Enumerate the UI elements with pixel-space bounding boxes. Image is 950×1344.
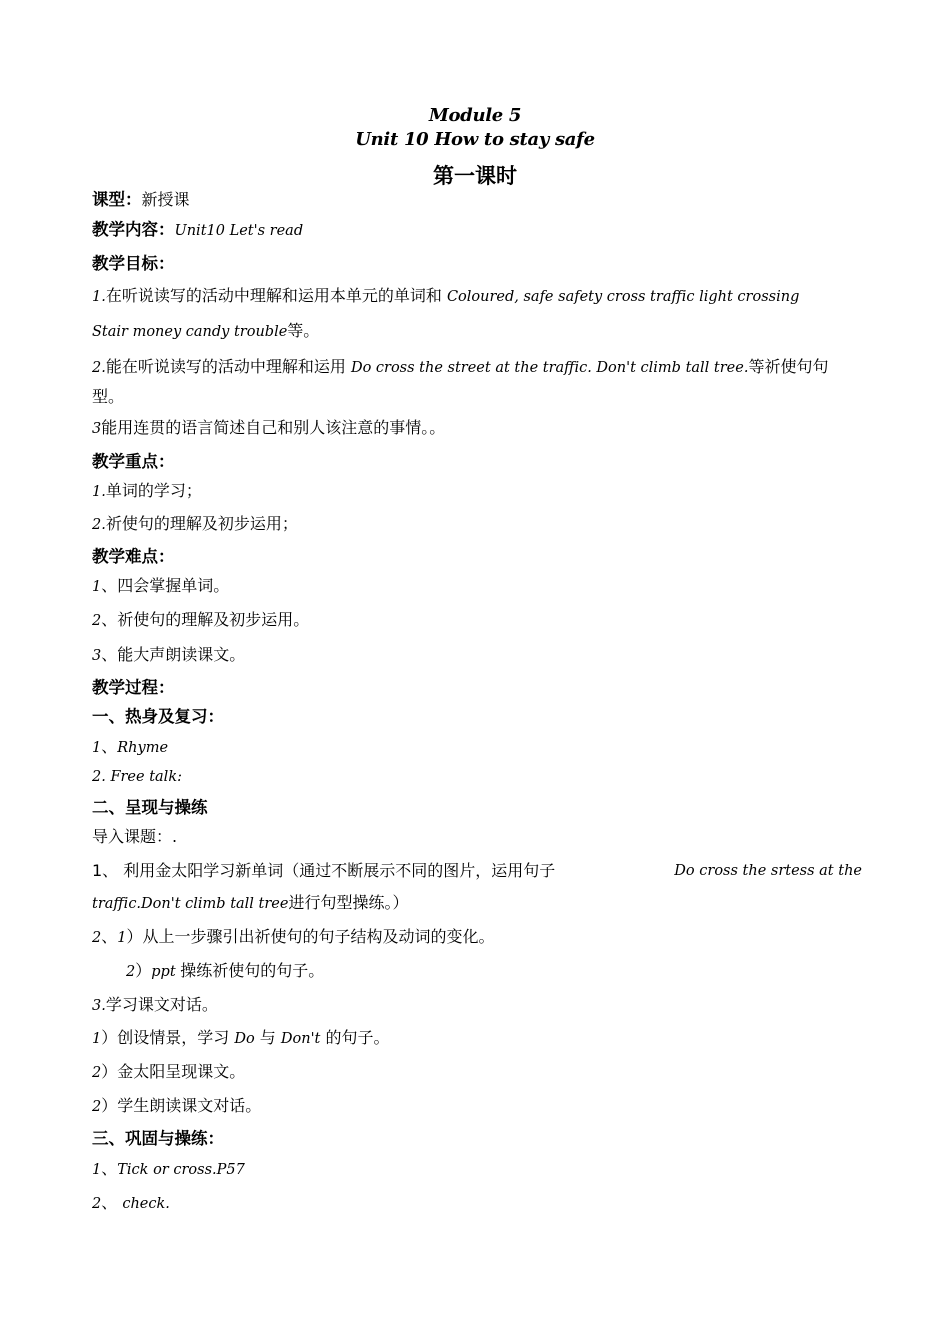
section-2-item-2-sub-bracket: ） (135, 961, 152, 980)
section-3-item-2-separator: 、 (101, 1193, 123, 1212)
objective-3-line (92, 418, 862, 439)
section-2-item-3-1 (92, 1028, 862, 1049)
section-2-item-3-1-and: 与 (254, 1028, 281, 1047)
difficulty-2-number: 2 (92, 613, 102, 629)
objectives-heading: 教学目标： (92, 254, 175, 273)
section-1-item-1-separator: 、 (101, 737, 118, 756)
difficulty-3 (92, 645, 862, 666)
lesson-type-value: 新授课 (141, 190, 190, 209)
section-1-item-1-number: 1 (92, 740, 102, 756)
lesson-type-label: 课型： (92, 190, 142, 209)
difficulty-1-number: 1 (92, 579, 102, 595)
section-1-item-1-text: Rhyme (117, 740, 169, 756)
section-2-item-3 (92, 995, 862, 1016)
section-2-item-1-line (92, 861, 862, 881)
objective-3-number: 3 (92, 421, 102, 437)
section-2-item-3-3-text: ）学生朗读课文对话。 (101, 1096, 262, 1115)
difficulty-3-number: 3 (92, 648, 102, 664)
objective-3-text: 能用连贯的语言简述自己和别人该注意的事情。。 (101, 418, 446, 437)
section-2-item-1-text-2: 进行句型操练。） (288, 893, 409, 912)
section-2-item-3-2-number: 2 (92, 1065, 102, 1081)
section-2-item-3-3-number: 2 (92, 1099, 102, 1115)
process-heading: 教学过程： (92, 678, 175, 697)
section-2-intro: 导入课题：. (92, 827, 178, 846)
section-2-item-2-subnumber: 1 (117, 930, 127, 946)
section-2-heading: 二、呈现与操练 (92, 798, 208, 817)
key-point-1 (92, 481, 862, 502)
section-1-item-2: 2. Free talk: (92, 769, 182, 785)
key-point-2 (92, 514, 862, 535)
lesson-title: 第一课时 (433, 164, 517, 188)
objective-1-words-2: Stair money candy trouble (92, 324, 288, 340)
lesson-type-line (92, 190, 862, 210)
section-2-item-2-text: ）从上一步骤引出祈使句的句子结构及动词的变化。 (126, 927, 495, 946)
section-3-item-1-text: Tick or cross.P57 (117, 1162, 245, 1178)
objective-2-text: 能在听说读写的活动中理解和运用 (105, 357, 351, 376)
section-2-item-1-sentence-2: traffic.Don't climb tall tree (92, 896, 289, 912)
section-2-item-3-2-text: ）金太阳呈现课文。 (101, 1062, 246, 1081)
key-point-2-text: 祈使句的理解及初步运用； (105, 514, 298, 533)
section-2-item-3-text: 学习课文对话。 (105, 995, 218, 1014)
section-2-item-3-3 (92, 1096, 862, 1117)
section-2-item-2-number: 2 (92, 930, 102, 946)
difficulties-heading: 教学难点： (92, 547, 175, 566)
section-3-item-2-number: 2 (92, 1196, 102, 1212)
section-2-item-3-1-do: Do (234, 1031, 255, 1047)
content-value: Unit10 Let's read (174, 223, 304, 239)
section-3-item-1-separator: 、 (101, 1159, 118, 1178)
objective-2-line-2: 型。 (92, 387, 125, 406)
section-2-item-3-1-dont: Don't (280, 1031, 321, 1047)
section-2-item-1-text: 1、 利用金太阳学习新单词（通过不断展示不同的图片，运用句子 (92, 861, 556, 880)
section-2-item-3-1-number: 1 (92, 1031, 102, 1047)
section-2-item-2-separator: 、 (101, 927, 118, 946)
section-1-item-1 (92, 737, 862, 758)
section-2-item-3-1-text-2: 的句子。 (320, 1028, 390, 1047)
difficulty-3-text: 、能大声朗读课文。 (101, 645, 246, 664)
objective-1-number: 1. (92, 289, 106, 305)
unit-title: Unit 10 How to stay safe (355, 129, 595, 150)
objective-1-line-2 (92, 321, 862, 342)
section-3-item-1-number: 1 (92, 1162, 102, 1178)
content-label: 教学内容： (92, 220, 175, 239)
objective-2-number: 2. (92, 360, 106, 376)
section-2-item-1-line-2 (92, 893, 862, 914)
key-points-heading: 教学重点： (92, 452, 175, 471)
section-2-item-3-2 (92, 1062, 862, 1083)
section-2-item-2 (92, 927, 862, 948)
section-2-item-3-1-text: ）创设情景，学习 (101, 1028, 235, 1047)
objective-1-line (92, 286, 862, 307)
section-2-item-2-sub (126, 961, 896, 982)
objective-2-text-2: 等祈使句句 (748, 357, 829, 376)
key-point-1-text: 单词的学习； (105, 481, 202, 500)
key-point-1-number: 1. (92, 484, 106, 500)
section-2-item-2-sub-text: 操练祈使句的句子。 (180, 961, 325, 980)
objective-2-sentences: Do cross the street at the traffic. Don't climb tall tree. (350, 360, 749, 376)
objective-2-line (92, 357, 862, 378)
section-3-item-1 (92, 1159, 862, 1180)
section-2-item-3-number: 3. (92, 998, 106, 1014)
difficulty-2-text: 、祈使句的理解及初步运用。 (101, 610, 310, 629)
section-3-item-2-text: check. (122, 1196, 170, 1212)
difficulty-2 (92, 610, 862, 631)
content-line (92, 220, 862, 241)
section-3-heading: 三、巩固与操练： (92, 1129, 224, 1148)
section-2-item-1-sentence: Do cross the srtess at the (674, 863, 862, 879)
difficulty-1 (92, 576, 862, 597)
module-title: Module 5 (428, 105, 522, 126)
key-point-2-number: 2. (92, 517, 106, 533)
objective-1-text-2: 等。 (287, 321, 320, 340)
section-2-item-2-sub-number: 2 (126, 964, 136, 980)
section-1-heading: 一、热身及复习： (92, 707, 224, 726)
section-2-item-2-sub-ppt: ppt (151, 964, 181, 980)
objective-1-text: 在听说读写的活动中理解和运用本单元的单词和 (105, 286, 447, 305)
difficulty-1-text: 、四会掌握单词。 (101, 576, 230, 595)
section-3-item-2 (92, 1193, 862, 1214)
objective-1-words: Coloured, safe safety cross traffic light crossing (446, 289, 800, 305)
